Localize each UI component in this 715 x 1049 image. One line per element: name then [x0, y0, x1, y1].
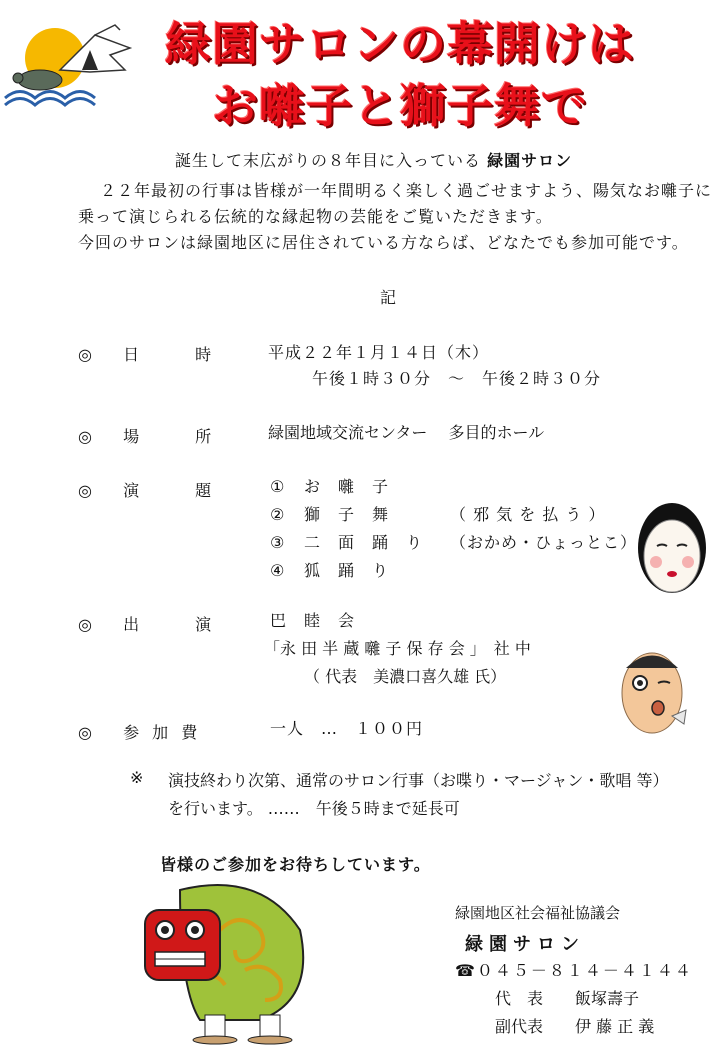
page-title-line2: お囃子と獅子舞で [212, 79, 588, 133]
okame-mask-image [632, 498, 712, 598]
organizer-phone: ☎０４５－８１４－４１４４ [455, 961, 693, 980]
performer-value3: （ 代表 美濃口喜久雄 氏） [304, 667, 507, 686]
place-label: 場 所 [123, 427, 220, 446]
program-label-row [78, 478, 219, 501]
date-label-row [78, 342, 219, 365]
date-label: 日 時 [123, 345, 220, 364]
place-value: 緑園地域交流センター 多目的ホール [268, 423, 545, 442]
fee-label: 参 加 費 [123, 723, 202, 742]
date-value1: 平成２２年１月１４日（木） [268, 343, 490, 362]
bullet-mark: ◎ [78, 427, 92, 446]
program-item-title: 二 面 踊 り [304, 533, 424, 552]
sunrise-turtle-crane-image [0, 10, 140, 110]
intro-line1-text: 誕生して末広がりの８年目に入っている [175, 151, 482, 170]
fee-label-row [78, 720, 201, 743]
lion-dancer-image [140, 870, 310, 1045]
program-item-note: （ 邪 気 を 払 う ） [450, 505, 606, 524]
note-mark: ※ [130, 768, 145, 787]
organizer-rep: 代 表 飯塚壽子 [495, 989, 640, 1008]
date-value2: 午後１時３０分 ～ 午後２時３０分 [312, 369, 602, 388]
bullet-mark: ◎ [78, 615, 92, 634]
page-title-line1: 緑園サロンの幕開けは [165, 17, 635, 71]
program-item-title: 狐 踊 り [304, 561, 390, 580]
organizer-salon: 緑園サロン [465, 934, 585, 955]
intro-line3: 乗って演じられる伝統的な縁起物の芸能をご覧いただきます。 [78, 207, 553, 226]
bullet-mark: ◎ [78, 345, 92, 364]
program-item-num: ④ [270, 561, 286, 580]
program-item-num: ② [270, 505, 286, 524]
hyottoko-mask-image [612, 638, 692, 738]
program-item-4 [270, 558, 389, 581]
program-item-2 [270, 502, 606, 525]
intro-line4: 今回のサロンは緑園地区に居住されている方ならば、どなたでも参加可能です。 [78, 233, 689, 252]
program-item-num: ① [270, 477, 286, 496]
note-line1: 演技終わり次第、通常のサロン行事（お喋り・マージャン・歌唱 等） [168, 771, 669, 790]
ki-heading: 記 [380, 288, 397, 307]
bullet-mark: ◎ [78, 723, 92, 742]
performer-label: 出 演 [123, 615, 220, 634]
program-item-title: お 囃 子 [304, 477, 390, 496]
organizer-vice-rep: 副代表 伊 藤 正 義 [495, 1017, 655, 1036]
performer-label-row [78, 612, 219, 635]
fee-value: 一人 … １００円 [270, 719, 424, 738]
note-line2: を行います。 …… 午後５時まで延長可 [168, 799, 460, 818]
intro-line1 [175, 148, 572, 171]
program-label: 演 題 [123, 481, 220, 500]
program-item-title: 獅 子 舞 [304, 505, 390, 524]
performer-value2: 「永 田 半 蔵 囃 子 保 存 会 」 社 中 [264, 639, 531, 658]
program-item-3 [270, 530, 637, 553]
performer-value1: 巴 睦 会 [270, 611, 356, 630]
program-item-note: （おかめ・ひょっとこ） [450, 533, 638, 552]
intro-line2: ２２年最初の行事は皆様が一年間明るく楽しく過ごせますよう、陽気なお囃子に [100, 181, 713, 200]
program-item-1 [270, 474, 389, 497]
place-label-row [78, 424, 219, 447]
bullet-mark: ◎ [78, 481, 92, 500]
program-item-num: ③ [270, 533, 286, 552]
intro-salon-name: 緑園サロン [487, 151, 573, 170]
organizer-council: 緑園地区社会福祉協議会 [455, 904, 621, 922]
waiting-message: 皆様のご参加をお待ちしています。 [160, 855, 431, 874]
